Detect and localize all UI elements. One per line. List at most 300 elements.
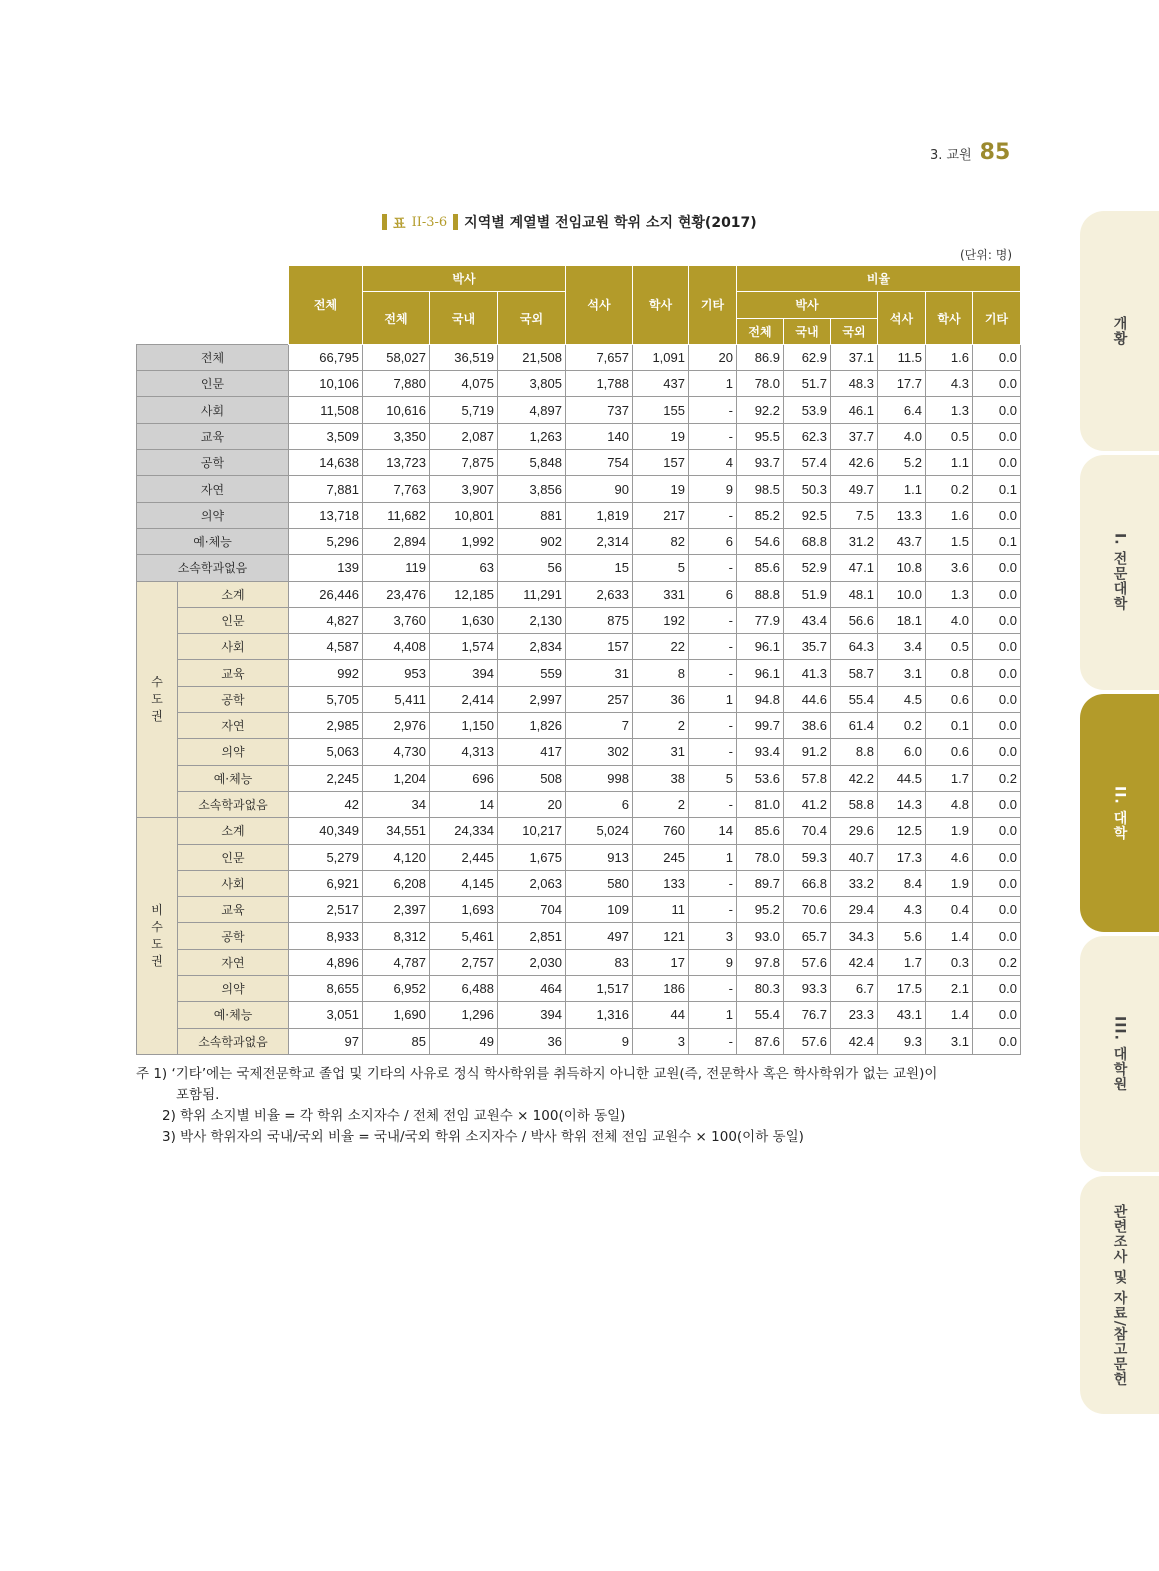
table-cell: - (689, 791, 737, 817)
table-cell: 85 (363, 1028, 430, 1054)
table-cell: 1,675 (498, 844, 566, 870)
table-row (137, 423, 1021, 449)
table-cell: 0.0 (973, 713, 1021, 739)
side-tab-graduate-school[interactable] (1080, 936, 1159, 1172)
table-cell: 464 (498, 976, 566, 1002)
table-cell: 7.5 (831, 502, 878, 528)
table-cell: 12,185 (430, 581, 498, 607)
table-cell: 953 (363, 660, 430, 686)
table-cell: 696 (430, 765, 498, 791)
table-cell: 1.9 (926, 870, 973, 896)
table-cell: 6 (689, 528, 737, 554)
table-cell: 51.7 (784, 371, 831, 397)
table-cell: 902 (498, 528, 566, 554)
table-cell: 43.1 (878, 1002, 926, 1028)
table-cell: 56 (498, 555, 566, 581)
table-cell: 99.7 (737, 713, 784, 739)
table-row (137, 897, 1021, 923)
side-tab-university[interactable] (1080, 694, 1159, 932)
row-label: 사회 (178, 870, 289, 896)
table-cell: 10,106 (289, 371, 363, 397)
table-row (137, 344, 1021, 370)
table-cell: 86.9 (737, 344, 784, 370)
table-cell: 5,296 (289, 528, 363, 554)
table-row (137, 713, 1021, 739)
table-cell: 80.3 (737, 976, 784, 1002)
table-cell: 7 (566, 713, 633, 739)
row-label: 자연 (178, 713, 289, 739)
table-cell: 87.6 (737, 1028, 784, 1054)
table-cell: 2.1 (926, 976, 973, 1002)
table-cell: 3.1 (926, 1028, 973, 1054)
table-cell: 55.4 (831, 686, 878, 712)
table-cell: 0.0 (973, 634, 1021, 660)
table-cell: 6,208 (363, 870, 430, 896)
table-cell: 6,488 (430, 976, 498, 1002)
table-cell: 23.3 (831, 1002, 878, 1028)
table-cell: 58.8 (831, 791, 878, 817)
table-row (137, 397, 1021, 423)
table-cell: 2,517 (289, 897, 363, 923)
row-label: 소계 (178, 818, 289, 844)
table-cell: 0.0 (973, 397, 1021, 423)
table-cell: 3.4 (878, 634, 926, 660)
table-cell: 93.3 (784, 976, 831, 1002)
table-cell: 302 (566, 739, 633, 765)
table-cell: 998 (566, 765, 633, 791)
table-row (137, 528, 1021, 554)
table-row (137, 949, 1021, 975)
table-cell: 4.5 (878, 686, 926, 712)
table-cell: 0.6 (926, 739, 973, 765)
table-row (137, 976, 1021, 1002)
table-cell: 1,316 (566, 1002, 633, 1028)
table-cell: 3,805 (498, 371, 566, 397)
table-cell: 0.0 (973, 607, 1021, 633)
table-cell: 4,787 (363, 949, 430, 975)
table-cell: 1.7 (878, 949, 926, 975)
table-cell: 43.4 (784, 607, 831, 633)
side-tab-label: 개황 (1111, 316, 1128, 346)
table-cell: 57.6 (784, 1028, 831, 1054)
table-cell: 245 (633, 844, 689, 870)
table-cell: 7,881 (289, 476, 363, 502)
table-cell: 157 (566, 634, 633, 660)
col-header-phd: 박사 (363, 266, 566, 292)
table-cell: 2,414 (430, 686, 498, 712)
table-cell: 9 (689, 476, 737, 502)
row-label: 인문 (178, 844, 289, 870)
table-cell: 3 (689, 923, 737, 949)
table-cell: 47.1 (831, 555, 878, 581)
table-cell: 4,408 (363, 634, 430, 660)
table-cell: 3.1 (878, 660, 926, 686)
table-cell: 3 (633, 1028, 689, 1054)
table-cell: 6 (689, 581, 737, 607)
table-row (137, 555, 1021, 581)
table-cell: 3,760 (363, 607, 430, 633)
table-cell: 2,985 (289, 713, 363, 739)
table-cell: 0.2 (973, 765, 1021, 791)
row-label: 예·체능 (178, 765, 289, 791)
table-cell: 8,655 (289, 976, 363, 1002)
table-cell: 44.5 (878, 765, 926, 791)
row-label: 예·체능 (137, 528, 289, 554)
table-row (137, 476, 1021, 502)
table-cell: 5 (633, 555, 689, 581)
table-cell: - (689, 660, 737, 686)
table-cell: 2,245 (289, 765, 363, 791)
table-cell: 22 (633, 634, 689, 660)
table-cell: 186 (633, 976, 689, 1002)
footnote-1: 주 1) ‘기타’에는 국제전문학교 졸업 및 기타의 사유로 정식 학사학위를 취득하지 아니한 교원(즉, 전문학사 혹은 학사학위가 없는 교원)이 (136, 1066, 938, 1082)
table-cell: 1.1 (926, 450, 973, 476)
table-cell: 37.7 (831, 423, 878, 449)
table-cell: 0.1 (973, 528, 1021, 554)
table-cell: 81.0 (737, 791, 784, 817)
side-tab-junior-college[interactable] (1080, 455, 1159, 690)
table-cell: 48.1 (831, 581, 878, 607)
table-cell: 1.5 (926, 528, 973, 554)
row-label: 의약 (137, 502, 289, 528)
table-cell: 82 (633, 528, 689, 554)
table-cell: 7,880 (363, 371, 430, 397)
table-cell: 157 (633, 450, 689, 476)
table-cell: 57.6 (784, 949, 831, 975)
table-cell: 11,291 (498, 581, 566, 607)
table-cell: 5,411 (363, 686, 430, 712)
table-cell: 9.3 (878, 1028, 926, 1054)
table-cell: 0.0 (973, 660, 1021, 686)
table-cell: 10,217 (498, 818, 566, 844)
row-label: 인문 (178, 607, 289, 633)
table-cell: 62.9 (784, 344, 831, 370)
table-cell: 98.5 (737, 476, 784, 502)
table-cell: 17.3 (878, 844, 926, 870)
table-cell: 2 (633, 791, 689, 817)
table-cell: 66.8 (784, 870, 831, 896)
col-header-ratio-domestic: 국내 (784, 318, 831, 344)
table-cell: 109 (566, 897, 633, 923)
table-cell: 44.6 (784, 686, 831, 712)
table-cell: 18.1 (878, 607, 926, 633)
side-tab-overview[interactable] (1080, 211, 1159, 451)
table-cell: 2,087 (430, 423, 498, 449)
table-cell: 11 (633, 897, 689, 923)
table-cell: 6 (566, 791, 633, 817)
table-cell: 4.0 (878, 423, 926, 449)
col-header-master: 석사 (566, 266, 633, 345)
table-cell: 70.6 (784, 897, 831, 923)
table-cell: 5,461 (430, 923, 498, 949)
table-cell: 4,897 (498, 397, 566, 423)
table-cell: 54.6 (737, 528, 784, 554)
table-cell: 133 (633, 870, 689, 896)
table-cell: 5 (689, 765, 737, 791)
footnotes (136, 1064, 1026, 1148)
table-cell: 0.0 (973, 791, 1021, 817)
table-cell: 96.1 (737, 660, 784, 686)
table-cell: 4.8 (926, 791, 973, 817)
row-label: 자연 (137, 476, 289, 502)
col-header-bachelor: 학사 (633, 266, 689, 345)
side-tab-references[interactable] (1080, 1176, 1159, 1414)
table-cell: 42.6 (831, 450, 878, 476)
row-label: 공학 (178, 923, 289, 949)
table-cell: - (689, 634, 737, 660)
table-cell: 417 (498, 739, 566, 765)
table-cell: 78.0 (737, 844, 784, 870)
col-header-ratio-total: 전체 (737, 318, 784, 344)
table-cell: 1.6 (926, 344, 973, 370)
table-cell: 1,204 (363, 765, 430, 791)
table-cell: 1.9 (926, 818, 973, 844)
table-cell: 95.5 (737, 423, 784, 449)
table-cell: 1.3 (926, 581, 973, 607)
side-tab-label: II. 대학 (1111, 785, 1128, 841)
table-cell: 2,445 (430, 844, 498, 870)
table-cell: 1.3 (926, 397, 973, 423)
table-cell: 34,551 (363, 818, 430, 844)
page-header (930, 140, 1010, 166)
table-cell: 55.4 (737, 1002, 784, 1028)
table-cell: 1,788 (566, 371, 633, 397)
table-cell: 40.7 (831, 844, 878, 870)
table-cell: 41.3 (784, 660, 831, 686)
table-cell: 2,757 (430, 949, 498, 975)
table-cell: 34 (363, 791, 430, 817)
table-cell: 1 (689, 1002, 737, 1028)
row-label: 교육 (178, 897, 289, 923)
table-cell: 6.4 (878, 397, 926, 423)
table-cell: 875 (566, 607, 633, 633)
table-cell: 17.5 (878, 976, 926, 1002)
table-cell: 4,313 (430, 739, 498, 765)
table-cell: 0.0 (973, 450, 1021, 476)
table-cell: 4.3 (926, 371, 973, 397)
table-cell: 70.4 (784, 818, 831, 844)
table-cell: 2 (633, 713, 689, 739)
table-cell: 4,587 (289, 634, 363, 660)
row-label: 의약 (178, 976, 289, 1002)
table-cell: - (689, 870, 737, 896)
table-cell: 0.0 (973, 1002, 1021, 1028)
table-cell: 52.9 (784, 555, 831, 581)
table-cell: 119 (363, 555, 430, 581)
table-cell: 0.2 (973, 949, 1021, 975)
table-cell: 0.0 (973, 423, 1021, 449)
table-row (137, 818, 1021, 844)
table-cell: 85.6 (737, 555, 784, 581)
row-label: 공학 (137, 450, 289, 476)
row-label: 소속학과없음 (178, 1028, 289, 1054)
table-cell: 0.0 (973, 686, 1021, 712)
row-label: 소속학과없음 (178, 791, 289, 817)
table-row (137, 1002, 1021, 1028)
table-cell: 0.8 (926, 660, 973, 686)
table-cell: 41.2 (784, 791, 831, 817)
table-cell: 2,633 (566, 581, 633, 607)
table-cell: 0.0 (973, 555, 1021, 581)
table-cell: 8.4 (878, 870, 926, 896)
table-cell: 33.2 (831, 870, 878, 896)
table-cell: - (689, 555, 737, 581)
table-cell: 58,027 (363, 344, 430, 370)
table-cell: 4.6 (926, 844, 973, 870)
table-cell: 0.1 (973, 476, 1021, 502)
table-cell: 8,312 (363, 923, 430, 949)
table-cell: 68.8 (784, 528, 831, 554)
region-label: 비 수 도 권 (137, 818, 178, 1055)
table-cell: 754 (566, 450, 633, 476)
table-row (137, 844, 1021, 870)
col-header-ratio-other: 기타 (973, 292, 1021, 345)
table-cell: 394 (498, 1002, 566, 1028)
table-cell: 53.6 (737, 765, 784, 791)
table-cell: 0.4 (926, 897, 973, 923)
table-cell: 4.3 (878, 897, 926, 923)
title-bar-icon (382, 214, 387, 230)
footnote-1-cont: 포함됨. (176, 1087, 220, 1103)
col-header-other: 기타 (689, 266, 737, 345)
row-label: 소계 (178, 581, 289, 607)
table-cell: 62.3 (784, 423, 831, 449)
table-cell: 5.2 (878, 450, 926, 476)
table-cell: 217 (633, 502, 689, 528)
table-row (137, 634, 1021, 660)
table-cell: 59.3 (784, 844, 831, 870)
table-cell: 121 (633, 923, 689, 949)
table-cell: 64.3 (831, 634, 878, 660)
table-cell: 7,763 (363, 476, 430, 502)
table-cell: 437 (633, 371, 689, 397)
col-header-ratio-master: 석사 (878, 292, 926, 345)
table-cell: 1.7 (926, 765, 973, 791)
table-cell: 0.0 (973, 976, 1021, 1002)
table-cell: 10,801 (430, 502, 498, 528)
side-tab-label: III. 대학원 (1111, 1016, 1128, 1092)
table-cell: 42.4 (831, 1028, 878, 1054)
table-cell: 5,279 (289, 844, 363, 870)
table-cell: 92.2 (737, 397, 784, 423)
section-label: 3. 교원 (930, 148, 972, 163)
table-cell: 11,682 (363, 502, 430, 528)
table-cell: 0.5 (926, 634, 973, 660)
table-cell: 155 (633, 397, 689, 423)
table-cell: 78.0 (737, 371, 784, 397)
table-cell: 17.7 (878, 371, 926, 397)
table-cell: 1,690 (363, 1002, 430, 1028)
table-cell: 13,723 (363, 450, 430, 476)
table-cell: 14 (430, 791, 498, 817)
table-cell: 139 (289, 555, 363, 581)
table-cell: 1,296 (430, 1002, 498, 1028)
table-cell: 4 (689, 450, 737, 476)
table-cell: 50.3 (784, 476, 831, 502)
table-cell: 1 (689, 844, 737, 870)
table-cell: 56.6 (831, 607, 878, 633)
table-cell: 4,896 (289, 949, 363, 975)
table-cell: 19 (633, 423, 689, 449)
row-label: 교육 (137, 423, 289, 449)
table-cell: 44 (633, 1002, 689, 1028)
table-cell: 3,907 (430, 476, 498, 502)
col-header-ratio-foreign: 국외 (831, 318, 878, 344)
table-cell: 31.2 (831, 528, 878, 554)
table-cell: 2,976 (363, 713, 430, 739)
table-cell: 5.6 (878, 923, 926, 949)
table-cell: 0.0 (973, 1028, 1021, 1054)
table-cell: 1,693 (430, 897, 498, 923)
col-header-ratio: 비율 (737, 266, 1021, 292)
table-cell: 0.3 (926, 949, 973, 975)
table-cell: - (689, 397, 737, 423)
table-cell: 66,795 (289, 344, 363, 370)
col-header-ratio-bachelor: 학사 (926, 292, 973, 345)
table-cell: 38.6 (784, 713, 831, 739)
row-label: 인문 (137, 371, 289, 397)
table-cell: 0.0 (973, 371, 1021, 397)
table-cell: 95.2 (737, 897, 784, 923)
table-cell: 2,851 (498, 923, 566, 949)
table-cell: 96.1 (737, 634, 784, 660)
table-row (137, 660, 1021, 686)
table-cell: 0.0 (973, 502, 1021, 528)
table-cell: 31 (633, 739, 689, 765)
table-cell: - (689, 423, 737, 449)
table-cell: 92.5 (784, 502, 831, 528)
page-number: 85 (979, 140, 1011, 165)
table-cell: 3.6 (926, 555, 973, 581)
table-cell: 7,657 (566, 344, 633, 370)
table-cell: 0.5 (926, 423, 973, 449)
table-cell: 10.0 (878, 581, 926, 607)
table-cell: 1,091 (633, 344, 689, 370)
table-cell: 4.0 (926, 607, 973, 633)
row-label: 예·체능 (178, 1002, 289, 1028)
table-cell: 6,921 (289, 870, 363, 896)
table-cell: 49.7 (831, 476, 878, 502)
row-label: 사회 (178, 634, 289, 660)
col-header-phd-domestic: 국내 (430, 292, 498, 345)
table-cell: 0.0 (973, 344, 1021, 370)
table-cell: 3,350 (363, 423, 430, 449)
table-cell: 2,063 (498, 870, 566, 896)
table-cell: 2,314 (566, 528, 633, 554)
table-cell: 0.0 (973, 739, 1021, 765)
table-cell: 0.0 (973, 923, 1021, 949)
table-cell: 992 (289, 660, 363, 686)
table-cell: 11.5 (878, 344, 926, 370)
table-cell: 1,992 (430, 528, 498, 554)
table-cell: 89.7 (737, 870, 784, 896)
table-cell: 38 (633, 765, 689, 791)
table-cell: 21,508 (498, 344, 566, 370)
table-cell: 46.1 (831, 397, 878, 423)
table-cell: 2,997 (498, 686, 566, 712)
table-cell: 704 (498, 897, 566, 923)
table-cell: 1,826 (498, 713, 566, 739)
table-cell: - (689, 607, 737, 633)
table-cell: 497 (566, 923, 633, 949)
table-cell: 0.2 (926, 476, 973, 502)
table-cell: - (689, 976, 737, 1002)
table-row (137, 686, 1021, 712)
table-cell: 6.0 (878, 739, 926, 765)
table-cell: 85.6 (737, 818, 784, 844)
table-cell: 36,519 (430, 344, 498, 370)
table-row (137, 791, 1021, 817)
